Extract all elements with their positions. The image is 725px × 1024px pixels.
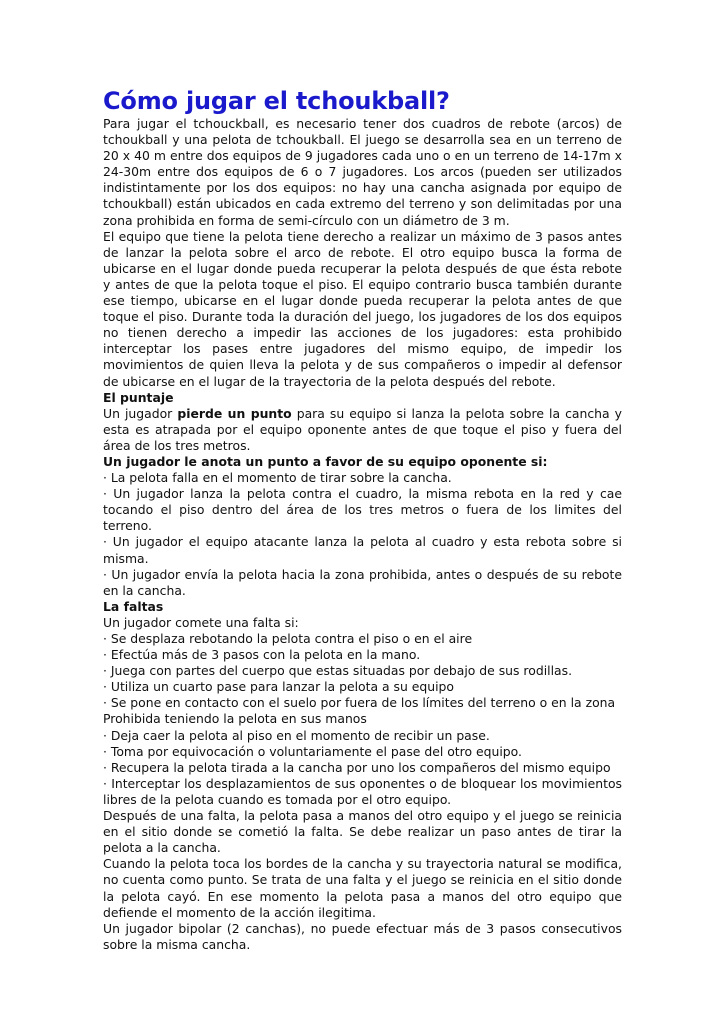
faltas-paragraph: Un jugador bipolar (2 canchas), no puede efectuar más de 3 pasos consecutivos sobre la misma cancha. <box>103 920 622 952</box>
faltas-bullet: · Efectúa más de 3 pasos con la pelota en la mano. <box>103 647 421 663</box>
faltas-bullet: · Se desplaza rebotando la pelota contra el piso o en el aire <box>103 631 473 646</box>
puntaje-text-before: Un jugador <box>103 405 178 421</box>
puntaje-subheading: Un jugador le anota un punto a favor de su equipo oponente si: <box>103 453 548 469</box>
section-heading-puntaje: El puntaje <box>103 389 174 405</box>
intro-paragraph-1: Para jugar el tchouckball, es necesario tener dos cuadros de rebote (arcos) de tchoukball y una pelota de tchoukball. El juego se desarrolla sea en un terreno de 20 x 40 m entre dos equipos de 9 jugadores cada uno o en un terreno de 14-17m x 24-30m entre dos equipos de 6 o 7 jugadores. Los arcos (pueden ser utilizados indistintamente por los dos equipos: no hay una cancha asignada por equipo de tchoukball) están ubicados en cada extremo del terreno y son delimitadas por una zona prohibida en forma de semi-círculo con un diámetro de 3 m. <box>103 116 622 228</box>
faltas-bullet: · Interceptar los desplazamientos de sus oponentes o de bloquear los movimientos libres de la pelota cuando es tomada por el otro equipo. <box>103 775 622 807</box>
intro-paragraph-2: El equipo que tiene la pelota tiene derecho a realizar un máximo de 3 pasos antes de lanzar la pelota sobre el arco de rebote. El otro equipo busca la forma de ubicarse en el lugar donde pueda recuperar la pelota después de que ésta rebote y antes de que la pelota toque el piso. El equipo contrario busca también durante ese tiempo, ubicarse en el lugar donde pueda recuperar la pelota antes de que toque el piso. Durante toda la duración del juego, los jugadores de los dos equipos no tienen derecho a impedir las acciones de los jugadores: esta prohibido interceptar los pases entre jugadores del mismo equipo, de impedir los movimientos de quien lleva la pelota y de sus compañeros o impedir al defensor de ubicarse en el lugar de la trayectoria de la pelota después del rebote. <box>103 228 622 389</box>
puntaje-bullet: · Un jugador envía la pelota hacia la zona prohibida, antes o después de su rebote en la cancha. <box>103 566 622 598</box>
faltas-bullet: · Recupera la pelota tirada a la cancha por uno los compañeros del mismo equipo <box>103 759 611 775</box>
puntaje-bullet: · La pelota falla en el momento de tirar sobre la cancha. <box>103 470 452 486</box>
faltas-bullet: · Juega con partes del cuerpo que estas situadas por debajo de sus rodillas. <box>103 663 573 679</box>
puntaje-text-after: para su equipo si lanza la pelota sobre la cancha y esta es atrapada por el equipo oponente antes de que toque el piso y fuera del área de los tres metros. <box>103 405 623 453</box>
faltas-bullet: · Deja caer la pelota al piso en el momento de recibir un pase. <box>103 727 490 743</box>
faltas-bullet: · Se pone en contacto con el suelo por fuera de los límites del terreno o en la zona <box>103 695 616 711</box>
document-page <box>103 86 622 953</box>
puntaje-bullet: · Un jugador lanza la pelota contra el cuadro, la misma rebota en la red y cae tocando el piso dentro del área de los tres metros o fuera de los limites del terreno. <box>103 486 622 534</box>
puntaje-text-bold: pierde un punto <box>177 405 292 421</box>
faltas-bullet: Prohibida teniendo la pelota en sus manos <box>103 711 367 727</box>
faltas-bullet: · Utiliza un cuarto pase para lanzar la pelota a su equipo <box>103 679 455 695</box>
puntaje-bullet: · Un jugador el equipo atacante lanza la pelota al cuadro y esta rebota sobre si misma. <box>103 534 622 566</box>
section-heading-faltas: La faltas <box>103 598 164 614</box>
faltas-intro: Un jugador comete una falta si: <box>103 614 299 630</box>
faltas-bullet: · Toma por equivocación o voluntariamente el pase del otro equipo. <box>103 743 522 759</box>
faltas-paragraph: Cuando la pelota toca los bordes de la cancha y su trayectoria natural se modifica, no cuenta como punto. Se trata de una falta y el juego se reinicia en el sitio donde la pelota cayó. En ese momento la pelota pasa a manos del otro equipo que defiende el momento de la acción ilegitima. <box>103 856 622 920</box>
page-title: Cómo jugar el tchoukball? <box>103 87 450 115</box>
faltas-paragraph: Después de una falta, la pelota pasa a manos del otro equipo y el juego se reinicia en el sitio donde se cometió la falta. Se debe realizar un paso antes de tirar la pelota a la cancha. <box>103 808 622 856</box>
puntaje-paragraph <box>103 406 622 454</box>
